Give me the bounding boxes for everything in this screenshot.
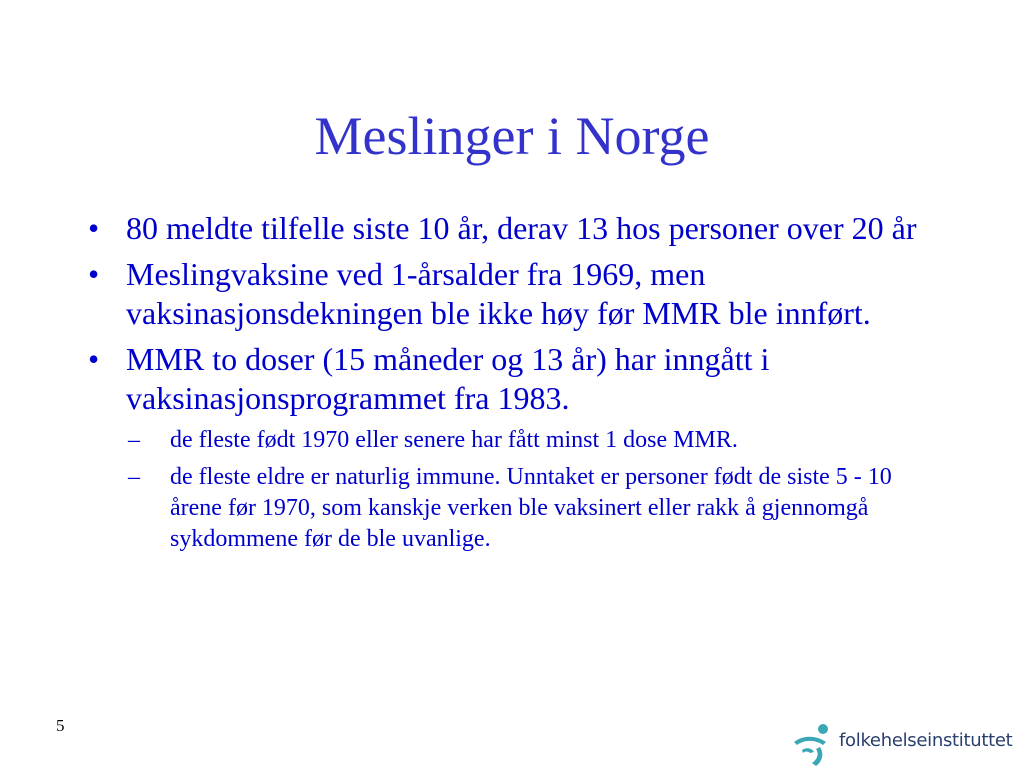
page-number: 5 — [56, 716, 65, 735]
bullet-item — [88, 209, 948, 248]
subbullet-marker: – — [128, 427, 140, 453]
bullet-text: 80 meldte tilfelle siste 10 år, derav 13 hos personer over 20 år — [126, 210, 917, 246]
bullet-marker: • — [88, 341, 100, 377]
subbullet-item — [128, 462, 948, 555]
logo-text: folkehelseinstituttet — [839, 730, 1013, 751]
folkehelseinstituttet-logo-icon — [790, 720, 836, 768]
bullet-text: Meslingvaksine ved 1-årsalder fra 1969, men vaksinasjonsdekningen ble ikke høy før MMR ble innført. — [126, 256, 871, 331]
subbullet-text: de fleste eldre er naturlig immune. Unntaket er personer født de siste 5 - 10 årene før 1970, som kanskje verken ble vaksinert eller rakk å gjennomgå sykdommene før de ble uvanlige. — [170, 464, 892, 552]
subbullet-marker: – — [128, 464, 140, 490]
bullet-text: MMR to doser (15 måneder og 13 år) har inngått i vaksinasjonsprogrammet fra 1983. — [126, 341, 770, 416]
bullet-item — [88, 255, 948, 333]
slide-title: Meslinger i Norge — [314, 106, 710, 166]
bullet-marker: • — [88, 210, 100, 246]
slide-body — [88, 209, 948, 561]
subbullet-item — [128, 425, 948, 456]
subbullet-text: de fleste født 1970 eller senere har fått minst 1 dose MMR. — [170, 427, 738, 453]
folkehelseinstituttet-logo — [790, 720, 1024, 768]
bullet-marker: • — [88, 256, 100, 292]
bullet-item — [88, 340, 948, 418]
subbullet-list — [128, 425, 948, 555]
